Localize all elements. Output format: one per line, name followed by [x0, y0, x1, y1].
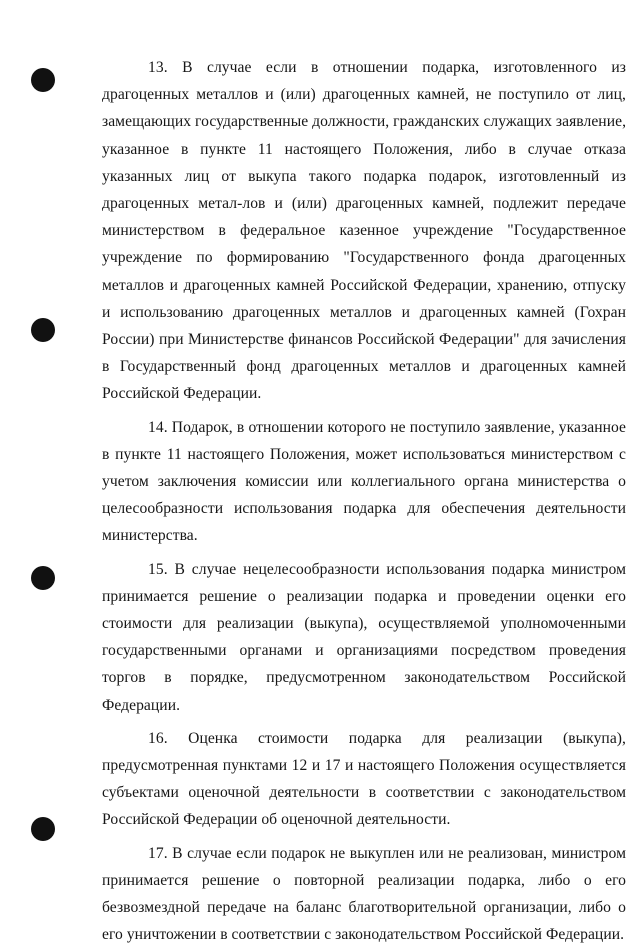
punch-hole — [31, 817, 55, 841]
punch-hole — [31, 68, 55, 92]
paragraph-17: 17. В случае если подарок не выкуплен или не реализован, министром принимается решение о повторной реализации подарка, либо о его безвозмездной передаче на баланс благотворительной организации, либо о его уничтожении в соответствии с законодательством Российской Федерации. — [102, 844, 626, 944]
punch-hole — [31, 566, 55, 590]
paragraph-14: 14. Подарок, в отношении которого не поступило заявление, указанное в пункте 11 настоящего Положения, может использоваться министерством с учетом заключения комиссии или коллегиального органа министерства о целесообразности использования подарка для обеспечения деятельности министерства. — [102, 418, 626, 545]
punch-hole — [31, 318, 55, 342]
document-body — [102, 54, 626, 949]
paragraph-13: 13. В случае если в отношении подарка, изготовленного из драгоценных металлов и (или) драгоценных камней, не поступило от лиц, замещающих государственные должности, гражданских служащих заявление, указанное в пункте 11 настоящего Положения, либо в случае отказа указанных лиц от выкупа такого подарка подарок, изготовленный из драгоценных метал-лов и (или) драгоценных камней, подлежит передаче министерством в федеральное казенное учреждение "Государственное учреждение по формированию "Государственного фонда драгоценных металлов и драгоценных камней Российской Федерации, хранению, отпуску и использованию драгоценных металлов и драгоценных камней (Гохран России) при Министерстве финансов Российской Федерации" для зачисления в Государственный фонд драгоценных металлов и драгоценных камней Российской Федерации. — [102, 59, 627, 403]
paragraph-15: 15. В случае нецелесообразности использования подарка министром принимается решение о реализации подарка и проведении оценки его стоимости для реализации (выкупа), осуществляемой уполномоченными государственными органами и организациями посредством проведения торгов в порядке, предусмотренном законодательством Российской Федерации. — [102, 560, 626, 714]
paragraph-16: 16. Оценка стоимости подарка для реализации (выкупа), предусмотренная пунктами 12 и 17 и настоящего Положения осуществляется субъектами оценочной деятельности в соответствии с законодательством Российской Федерации об оценочной деятельности. — [102, 729, 626, 829]
